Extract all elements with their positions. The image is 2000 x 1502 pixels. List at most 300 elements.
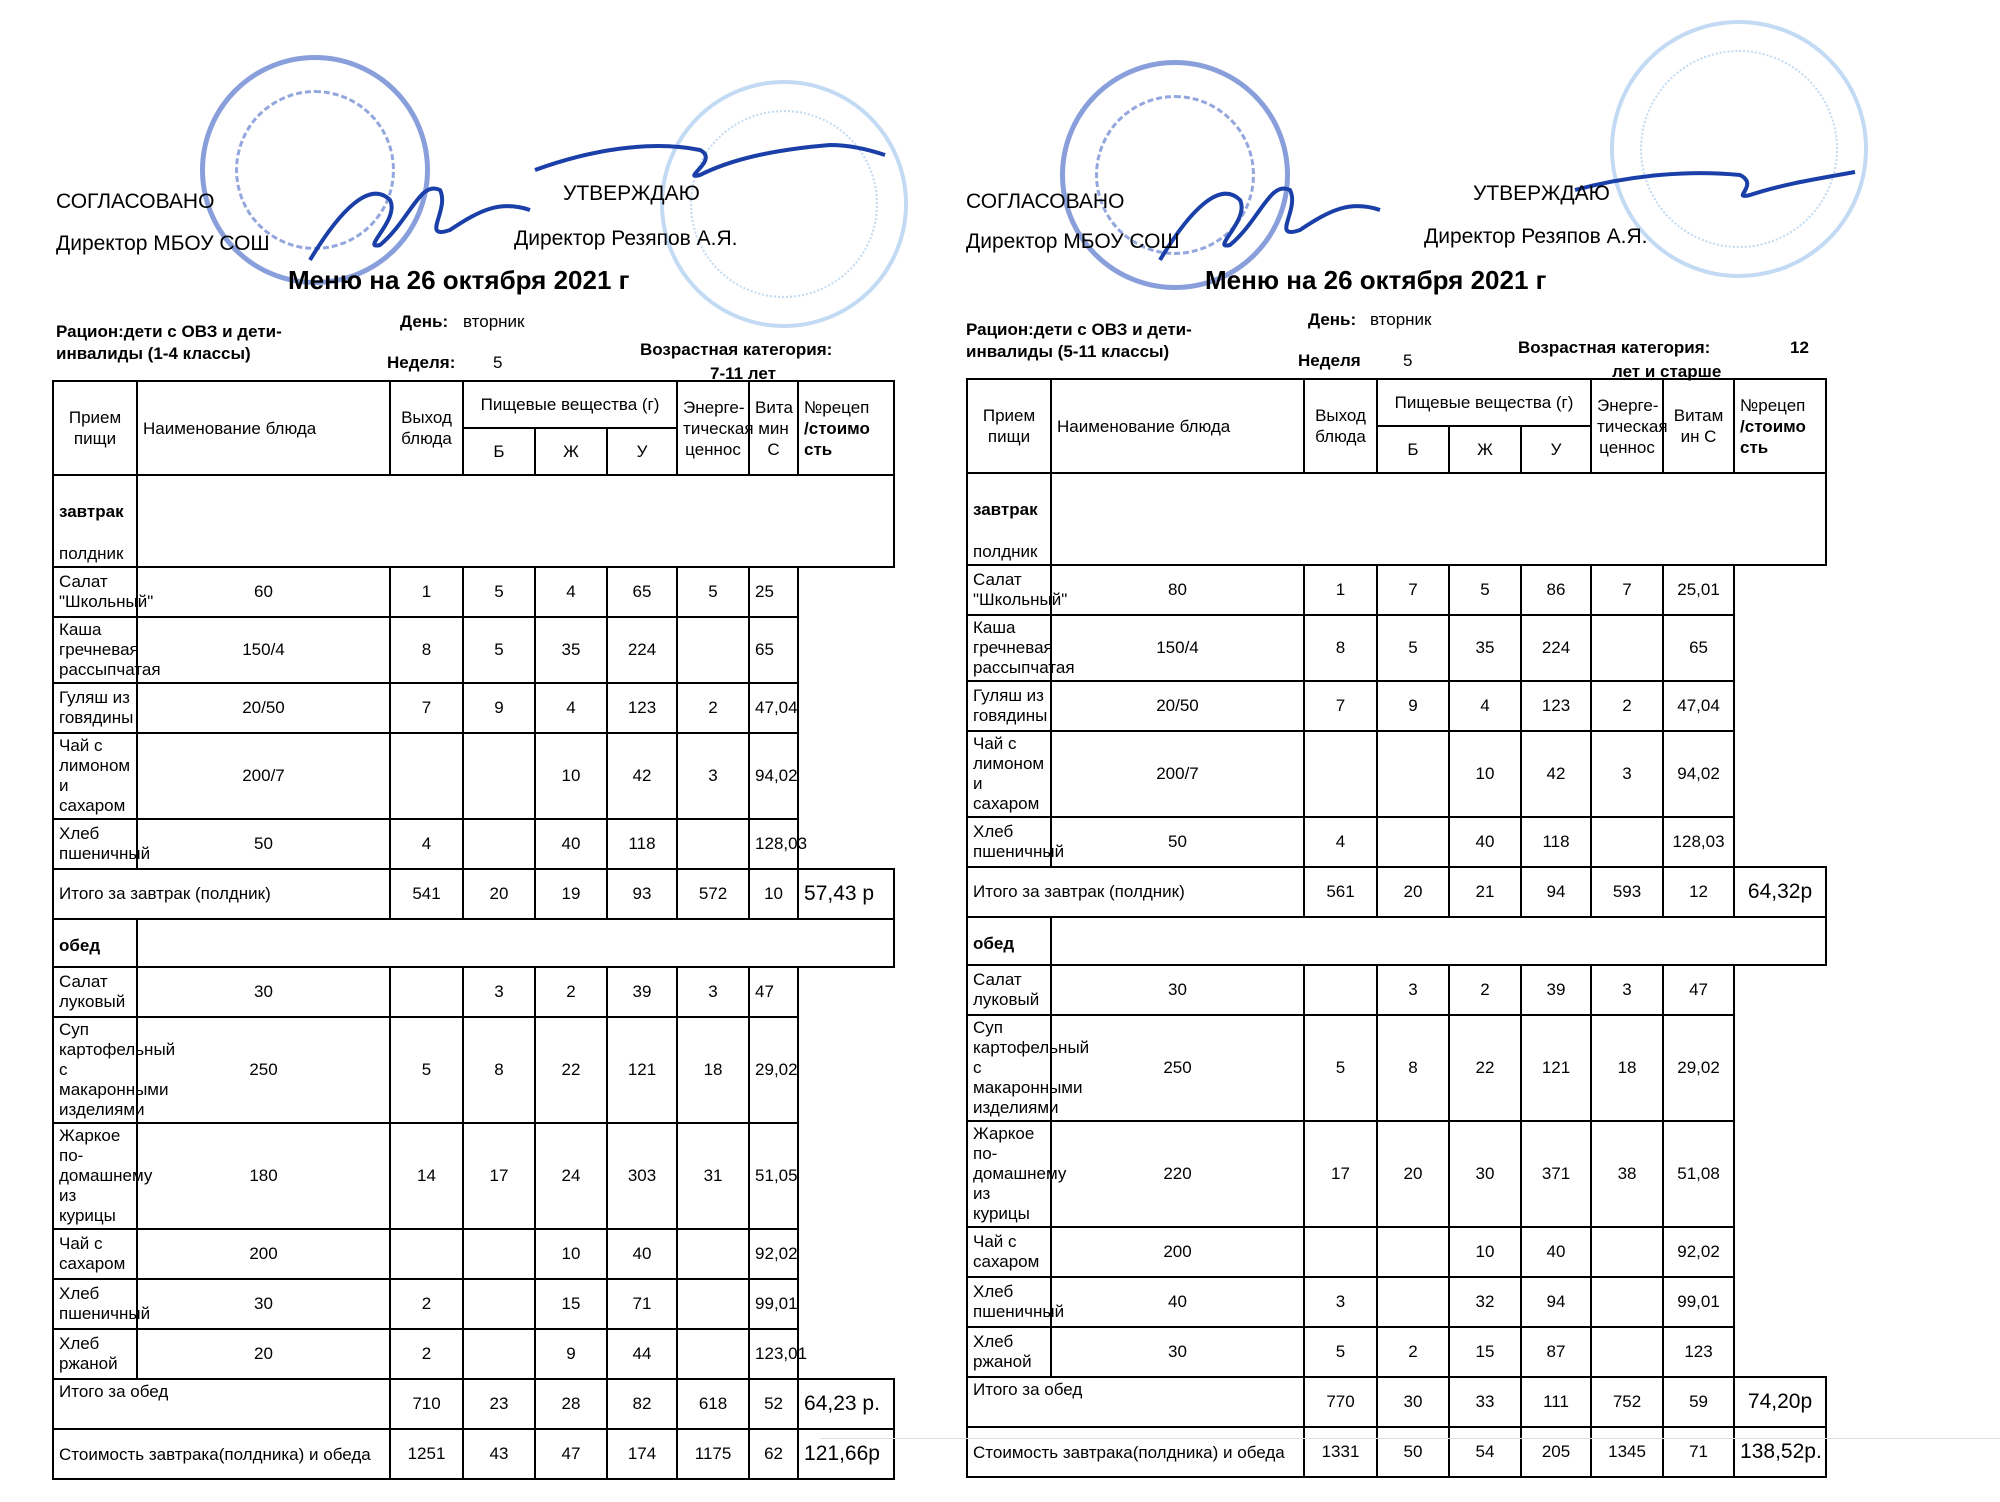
dish-protein: 7 [1304, 681, 1377, 731]
total-energy: 572 [677, 869, 749, 919]
breakfast-label: завтрак [973, 500, 1038, 519]
dish-carbs: 35 [535, 617, 607, 683]
dish-vitamin-c: 2 [677, 683, 749, 733]
dish-cost: 128,03 [1663, 817, 1734, 867]
dish-protein: 1 [1304, 565, 1377, 615]
dish-fat [463, 1329, 535, 1379]
dish-cost: 123 [1663, 1327, 1734, 1377]
dish-fat: 20 [1377, 1121, 1449, 1227]
week-label: Неделя [1298, 351, 1361, 370]
dish-fat: 3 [1377, 965, 1449, 1015]
dish-yield: 150/4 [137, 617, 390, 683]
header-protein: Б [463, 428, 535, 475]
dish-protein: 17 [1304, 1121, 1377, 1227]
dish-row [53, 617, 894, 683]
dish-energy: 121 [1521, 1015, 1591, 1121]
dish-vitamin-c: 3 [1591, 731, 1663, 817]
dish-yield: 30 [1051, 965, 1304, 1015]
agreed-label: СОГЛАСОВАНО [56, 190, 215, 213]
dish-name: Салат луковый [967, 965, 1051, 1015]
total-vitamin-c: 59 [1663, 1377, 1734, 1427]
dish-energy: 371 [1521, 1121, 1591, 1227]
dish-yield: 220 [1051, 1121, 1304, 1227]
dish-carbs: 22 [535, 1017, 607, 1123]
dish-energy: 65 [607, 567, 677, 617]
total-vitamin-c: 62 [749, 1429, 798, 1479]
dish-cost: 92,02 [1663, 1227, 1734, 1277]
official-seal-stamp [1610, 20, 1868, 278]
dish-vitamin-c: 18 [677, 1017, 749, 1123]
total-protein: 50 [1377, 1427, 1449, 1477]
dish-row [967, 1121, 1826, 1227]
dish-carbs: 15 [535, 1279, 607, 1329]
dish-yield: 200/7 [137, 733, 390, 819]
dish-vitamin-c: 5 [677, 567, 749, 617]
total-protein: 43 [463, 1429, 535, 1479]
dish-protein: 2 [390, 1279, 463, 1329]
dish-row [53, 1123, 894, 1229]
dish-protein [1304, 965, 1377, 1015]
breakfast-total-row [53, 869, 894, 919]
dish-yield: 50 [137, 819, 390, 869]
dish-carbs: 40 [535, 819, 607, 869]
total-label: Итого за обед [53, 1379, 390, 1429]
dish-vitamin-c [677, 617, 749, 683]
dish-carbs: 4 [1449, 681, 1521, 731]
header-energy: Энерге-тическая ценнос [677, 381, 749, 475]
dish-yield: 20/50 [1051, 681, 1304, 731]
dish-fat [1377, 817, 1449, 867]
dish-fat [463, 1229, 535, 1279]
dish-name: Чай с лимоном и сахаром [967, 731, 1051, 817]
dish-protein: 1 [390, 567, 463, 617]
dish-protein: 5 [390, 1017, 463, 1123]
dish-protein: 14 [390, 1123, 463, 1229]
dish-vitamin-c [677, 1229, 749, 1279]
dish-protein: 4 [390, 819, 463, 869]
total-fat: 28 [535, 1379, 607, 1429]
dish-yield: 20 [137, 1329, 390, 1379]
dish-fat [1377, 731, 1449, 817]
dish-vitamin-c [1591, 615, 1663, 681]
dish-energy: 118 [1521, 817, 1591, 867]
dish-protein [390, 967, 463, 1017]
dish-fat: 2 [1377, 1327, 1449, 1377]
dish-row [53, 967, 894, 1017]
dish-carbs: 5 [1449, 565, 1521, 615]
header-recipe-cost [798, 381, 894, 475]
total-vitamin-c: 52 [749, 1379, 798, 1429]
dish-energy: 39 [1521, 965, 1591, 1015]
total-carbs: 82 [607, 1379, 677, 1429]
header-vitamin-c: Витам ин С [1663, 379, 1734, 473]
dish-energy: 42 [1521, 731, 1591, 817]
total-cost: 64,32р [1734, 867, 1826, 917]
dish-row [53, 567, 894, 617]
dish-yield: 250 [137, 1017, 390, 1123]
dish-vitamin-c: 18 [1591, 1015, 1663, 1121]
header-recipe: №рецеп [1740, 395, 1806, 415]
dish-yield: 40 [1051, 1277, 1304, 1327]
header-fat: Ж [1449, 426, 1521, 473]
header-recipe-cost [1734, 379, 1826, 473]
dish-protein [1304, 1227, 1377, 1277]
dish-vitamin-c [677, 1279, 749, 1329]
dish-row [53, 1329, 894, 1379]
age-category-value-line2: лет и старше [1612, 362, 1722, 381]
header-dish: Наименование блюда [1051, 379, 1304, 473]
dish-fat: 8 [463, 1017, 535, 1123]
dish-fat: 3 [463, 967, 535, 1017]
dish-protein [1304, 731, 1377, 817]
total-protein: 20 [463, 869, 535, 919]
dish-yield: 30 [1051, 1327, 1304, 1377]
meal-breakfast [967, 473, 1051, 565]
dish-row [967, 1277, 1826, 1327]
dish-vitamin-c: 31 [677, 1123, 749, 1229]
dish-carbs: 2 [535, 967, 607, 1017]
total-cost: 57,43 р [798, 869, 894, 919]
dish-row [967, 565, 1826, 615]
dish-row [967, 817, 1826, 867]
dish-yield: 30 [137, 967, 390, 1017]
total-yield: 710 [390, 1379, 463, 1429]
dish-cost: 94,02 [1663, 731, 1734, 817]
dish-fat [1377, 1227, 1449, 1277]
menu-document-right [950, 0, 1850, 1463]
dish-fat: 9 [1377, 681, 1449, 731]
dish-protein: 4 [1304, 817, 1377, 867]
total-energy: 1175 [677, 1429, 749, 1479]
total-label: Итого за обед [967, 1377, 1304, 1427]
dish-carbs: 30 [1449, 1121, 1521, 1227]
day-value: вторник [1370, 310, 1432, 329]
dish-carbs: 22 [1449, 1015, 1521, 1121]
dish-carbs: 10 [1449, 1227, 1521, 1277]
dish-name: Хлеб пшеничный [53, 1279, 137, 1329]
dish-energy: 224 [607, 617, 677, 683]
dish-protein: 8 [390, 617, 463, 683]
dish-cost: 47 [1663, 965, 1734, 1015]
dish-cost: 99,01 [749, 1279, 798, 1329]
total-label: Итого за завтрак (полдник) [53, 869, 390, 919]
dish-yield: 20/50 [137, 683, 390, 733]
dish-fat: 5 [463, 617, 535, 683]
dish-row [53, 1229, 894, 1279]
dish-name: Гуляш из говядины [967, 681, 1051, 731]
dish-energy: 71 [607, 1279, 677, 1329]
lunch-total-row [967, 1377, 1826, 1427]
day-value: вторник [463, 312, 525, 331]
dish-energy: 123 [607, 683, 677, 733]
dish-vitamin-c: 3 [677, 967, 749, 1017]
dish-vitamin-c: 7 [1591, 565, 1663, 615]
total-fat: 54 [1449, 1427, 1521, 1477]
header-meal: Прием пищи [967, 379, 1051, 473]
dish-name: Хлеб пшеничный [967, 1277, 1051, 1327]
header-recipe: №рецеп [804, 397, 870, 417]
dish-protein: 8 [1304, 615, 1377, 681]
dish-carbs: 4 [535, 567, 607, 617]
total-label: Стоимость завтрака(полдника) и обеда [53, 1429, 390, 1479]
dish-yield: 250 [1051, 1015, 1304, 1121]
dish-cost: 47,04 [1663, 681, 1734, 731]
dish-vitamin-c [677, 819, 749, 869]
meal-lunch [967, 917, 1051, 965]
total-energy: 1345 [1591, 1427, 1663, 1477]
week-value: 5 [493, 353, 503, 372]
agreed-by-label: Директор МБОУ СОШ [966, 230, 1180, 253]
dish-name: Гуляш из говядины [53, 683, 137, 733]
dish-row [967, 1015, 1826, 1121]
dish-name: Каша гречневая рассыпчатая [53, 617, 137, 683]
dish-energy: 224 [1521, 615, 1591, 681]
week-label: Неделя: [387, 353, 456, 372]
dish-vitamin-c: 3 [677, 733, 749, 819]
menu-table [966, 378, 1827, 1478]
dish-energy: 42 [607, 733, 677, 819]
ration-label-line2: инвалиды (1-4 классы) [56, 344, 251, 363]
approved-label: УТВЕРЖДАЮ [1473, 182, 1610, 205]
menu-document-left [40, 0, 940, 1465]
dish-fat: 5 [1377, 615, 1449, 681]
breakfast-total-row [967, 867, 1826, 917]
total-carbs: 93 [607, 869, 677, 919]
header-protein: Б [1377, 426, 1449, 473]
dish-yield: 200 [1051, 1227, 1304, 1277]
dish-protein: 3 [1304, 1277, 1377, 1327]
age-category-label: Возрастная категория: [640, 340, 833, 359]
dish-energy: 86 [1521, 565, 1591, 615]
total-cost: 64,23 р. [798, 1379, 894, 1429]
dish-name: Чай с сахаром [53, 1229, 137, 1279]
total-yield: 1251 [390, 1429, 463, 1479]
lunch-label: обед [973, 934, 1015, 953]
page-title: Меню на 26 октября 2021 г [288, 265, 630, 295]
grand-total-row [53, 1429, 894, 1479]
dish-yield: 200/7 [1051, 731, 1304, 817]
ration-label: Рацион:дети с ОВЗ и дети- [966, 320, 1192, 339]
total-carbs: 174 [607, 1429, 677, 1479]
dish-vitamin-c: 2 [1591, 681, 1663, 731]
dish-name: Каша гречневая рассыпчатая [967, 615, 1051, 681]
header-energy: Энерге-тическая ценнос [1591, 379, 1663, 473]
dish-fat: 9 [463, 683, 535, 733]
day-label: День: [400, 312, 449, 331]
dish-protein [390, 1229, 463, 1279]
dish-energy: 40 [607, 1229, 677, 1279]
dish-name: Суп картофельный с макаронными изделиями [53, 1017, 137, 1123]
dish-cost: 128,03 [749, 819, 798, 869]
meal-lunch [53, 919, 137, 967]
dish-fat [1377, 1277, 1449, 1327]
dish-row [967, 1227, 1826, 1277]
total-yield: 561 [1304, 867, 1377, 917]
dish-row [967, 615, 1826, 681]
dish-vitamin-c: 38 [1591, 1121, 1663, 1227]
dish-carbs: 15 [1449, 1327, 1521, 1377]
dish-yield: 180 [137, 1123, 390, 1229]
dish-yield: 60 [137, 567, 390, 617]
header-cost: /стоимо сть [1740, 416, 1806, 457]
dish-protein [390, 733, 463, 819]
ration-label-line2: инвалиды (5-11 классы) [966, 342, 1170, 361]
dish-cost: 94,02 [749, 733, 798, 819]
total-protein: 30 [1377, 1377, 1449, 1427]
total-label: Итого за завтрак (полдник) [967, 867, 1304, 917]
total-protein: 23 [463, 1379, 535, 1429]
header-nutrients: Пищевые вещества (г) [463, 381, 677, 428]
age-category-value: 12 [1790, 338, 1809, 357]
dish-fat [463, 733, 535, 819]
dish-carbs: 4 [535, 683, 607, 733]
total-energy: 752 [1591, 1377, 1663, 1427]
dish-cost: 29,02 [749, 1017, 798, 1123]
dish-cost: 47,04 [749, 683, 798, 733]
total-energy: 593 [1591, 867, 1663, 917]
dish-fat: 17 [463, 1123, 535, 1229]
header-vitamin-c: Вита мин С [749, 381, 798, 475]
dish-row [53, 683, 894, 733]
dish-energy: 118 [607, 819, 677, 869]
total-carbs: 205 [1521, 1427, 1591, 1477]
dish-protein: 5 [1304, 1327, 1377, 1377]
dish-cost: 51,05 [749, 1123, 798, 1229]
dish-fat [463, 819, 535, 869]
day-label: День: [1308, 310, 1357, 329]
total-label: Стоимость завтрака(полдника) и обеда [967, 1427, 1304, 1477]
dish-row [53, 1017, 894, 1123]
dish-cost: 99,01 [1663, 1277, 1734, 1327]
dish-energy: 44 [607, 1329, 677, 1379]
agreed-label: СОГЛАСОВАНО [966, 190, 1125, 213]
dish-carbs: 10 [1449, 731, 1521, 817]
dish-protein: 7 [390, 683, 463, 733]
dish-energy: 94 [1521, 1277, 1591, 1327]
dish-name: Жаркое по-домашнему из курицы [967, 1121, 1051, 1227]
total-vitamin-c: 71 [1663, 1427, 1734, 1477]
header-carbs: У [1521, 426, 1591, 473]
dish-cost: 65 [749, 617, 798, 683]
dish-row [967, 731, 1826, 817]
dish-cost: 65 [1663, 615, 1734, 681]
dish-energy: 123 [1521, 681, 1591, 731]
dish-yield: 30 [137, 1279, 390, 1329]
dish-energy: 39 [607, 967, 677, 1017]
dish-name: Чай с лимоном и сахаром [53, 733, 137, 819]
dish-vitamin-c [1591, 1277, 1663, 1327]
total-cost: 138,52р. [1734, 1427, 1826, 1477]
dish-cost: 29,02 [1663, 1015, 1734, 1121]
dish-vitamin-c [1591, 1327, 1663, 1377]
total-yield: 770 [1304, 1377, 1377, 1427]
header-nutrients: Пищевые вещества (г) [1377, 379, 1591, 426]
dish-cost: 25,01 [1663, 565, 1734, 615]
dish-protein: 2 [390, 1329, 463, 1379]
total-yield: 541 [390, 869, 463, 919]
dish-fat: 5 [463, 567, 535, 617]
menu-table [52, 380, 895, 1480]
dish-fat: 8 [1377, 1015, 1449, 1121]
dish-name: Чай с сахаром [967, 1227, 1051, 1277]
agreed-by-label: Директор МБОУ СОШ [56, 232, 270, 255]
header-carbs: У [607, 428, 677, 475]
dish-name: Хлеб пшеничный [53, 819, 137, 869]
dish-cost: 123,01 [749, 1329, 798, 1379]
total-protein: 20 [1377, 867, 1449, 917]
dish-cost: 92,02 [749, 1229, 798, 1279]
lunch-label: обед [59, 936, 101, 955]
total-vitamin-c: 10 [749, 869, 798, 919]
dish-name: Салат луковый [53, 967, 137, 1017]
grand-total-row [967, 1427, 1826, 1477]
dish-vitamin-c [1591, 817, 1663, 867]
total-cost: 121,66р [798, 1429, 894, 1479]
age-category-value: 7-11 лет [710, 364, 776, 383]
dish-row [967, 1327, 1826, 1377]
dish-carbs: 24 [535, 1123, 607, 1229]
dish-protein: 5 [1304, 1015, 1377, 1121]
snack-label: полдник [59, 544, 124, 563]
dish-name: Салат "Школьный" [967, 565, 1051, 615]
dish-carbs: 40 [1449, 817, 1521, 867]
dish-name: Хлеб пшеничный [967, 817, 1051, 867]
header-fat: Ж [535, 428, 607, 475]
approved-by-label: Директор Резяпов А.Я. [514, 227, 738, 250]
header-yield: Выход блюда [390, 381, 463, 475]
header-yield: Выход блюда [1304, 379, 1377, 473]
lunch-total-row [53, 1379, 894, 1429]
header-dish: Наименование блюда [137, 381, 390, 475]
total-fat: 33 [1449, 1377, 1521, 1427]
header-cost: /стоимо сть [804, 418, 870, 459]
dish-row [53, 733, 894, 819]
dish-energy: 121 [607, 1017, 677, 1123]
dish-yield: 50 [1051, 817, 1304, 867]
dish-energy: 303 [607, 1123, 677, 1229]
dish-row [967, 965, 1826, 1015]
breakfast-label: завтрак [59, 502, 124, 521]
total-energy: 618 [677, 1379, 749, 1429]
total-carbs: 111 [1521, 1377, 1591, 1427]
dish-name: Хлеб ржаной [53, 1329, 137, 1379]
dish-cost: 51,08 [1663, 1121, 1734, 1227]
dish-vitamin-c [1591, 1227, 1663, 1277]
dish-carbs: 10 [535, 1229, 607, 1279]
total-vitamin-c: 12 [1663, 867, 1734, 917]
dish-carbs: 32 [1449, 1277, 1521, 1327]
total-carbs: 94 [1521, 867, 1591, 917]
dish-fat [463, 1279, 535, 1329]
dish-energy: 87 [1521, 1327, 1591, 1377]
dish-carbs: 35 [1449, 615, 1521, 681]
meal-breakfast [53, 475, 137, 567]
total-cost: 74,20р [1734, 1377, 1826, 1427]
dish-yield: 200 [137, 1229, 390, 1279]
approved-by-label: Директор Резяпов А.Я. [1424, 225, 1648, 248]
total-yield: 1331 [1304, 1427, 1377, 1477]
dish-name: Хлеб ржаной [967, 1327, 1051, 1377]
divider-line [820, 1438, 2000, 1439]
dish-cost: 25 [749, 567, 798, 617]
signature [1570, 150, 1860, 220]
dish-carbs: 2 [1449, 965, 1521, 1015]
page-title: Меню на 26 октября 2021 г [1205, 265, 1547, 295]
dish-energy: 40 [1521, 1227, 1591, 1277]
header-meal: Прием пищи [53, 381, 137, 475]
approved-label: УТВЕРЖДАЮ [563, 182, 700, 205]
ration-label: Рацион:дети с ОВЗ и дети- [56, 322, 282, 341]
